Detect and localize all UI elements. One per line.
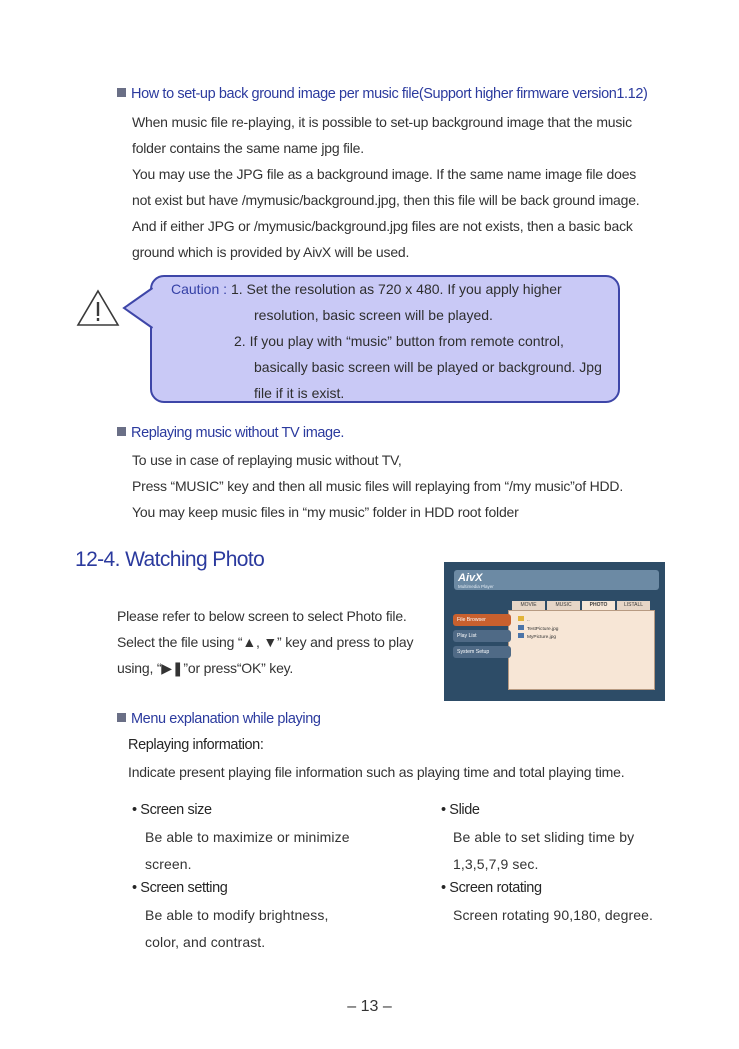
caution-label: Caution : — [171, 281, 228, 297]
bullet-square-icon — [117, 713, 126, 722]
bullet-slide: • Slide — [441, 802, 480, 818]
caution-text: If you play with “music” button from remote control, — [249, 333, 564, 349]
body-line: Press “MUSIC” key and then all music files will replaying from “/my music”of HDD. — [132, 478, 624, 494]
bullet-screen-setting-desc — [145, 902, 357, 956]
side-menu-system-setup: System Setup — [453, 646, 511, 658]
bullet-slide-desc — [453, 824, 665, 878]
watching-photo-body — [117, 603, 437, 681]
caution-text: resolution, basic screen will be played. — [254, 307, 493, 323]
body-line: To use in case of replaying music without TV, — [132, 452, 402, 468]
bullet-screen-rotating: • Screen rotating — [441, 880, 542, 896]
file-row: .. — [518, 616, 530, 623]
photo-menu-screenshot — [444, 562, 665, 701]
folder-icon — [518, 616, 524, 621]
image-file-icon — [518, 633, 524, 638]
bullet-screen-setting: • Screen setting — [132, 880, 228, 896]
caution-line-3 — [234, 333, 564, 349]
body-line: folder contains the same name jpg file. — [132, 140, 364, 156]
body-line: Select the file using “▲, ▼” key and press to play — [117, 634, 414, 650]
body-line: ground which is provided by AivX will be used. — [132, 244, 410, 260]
body-line: You may use the JPG file as a background image. If the same name image file does — [132, 166, 637, 182]
file-row: TestPicture.jpg — [518, 625, 558, 632]
body-line: When music file re-playing, it is possible to set-up background image that the music — [132, 114, 632, 130]
tab-photo: PHOTO — [582, 601, 615, 610]
body-line: not exist but have /mymusic/background.jpg, then this file will be back ground image. — [132, 192, 640, 208]
tab-listall: LISTALL — [617, 601, 650, 610]
subheading-replaying-information: Replaying information: — [128, 737, 264, 753]
bullet-screen-size-desc — [145, 824, 357, 878]
bullet-square-icon — [117, 88, 126, 97]
side-menu-file-browser: File Browser — [453, 614, 511, 626]
callout-pointer — [122, 286, 154, 330]
caution-text: basically basic screen will be played or background. Jpg — [254, 359, 602, 375]
body-line: And if either JPG or /mymusic/background.jpg files are not exists, then a basic back — [132, 218, 633, 234]
caution-text: Set the resolution as 720 x 480. If you apply higher — [246, 281, 562, 297]
desc-line: Be able to maximize or minimize — [145, 829, 350, 845]
tab-music: MUSIC — [547, 601, 580, 610]
screenshot-tabs — [512, 601, 650, 610]
side-menu-play-list: Play List — [453, 630, 511, 642]
tab-movie: MOVIE — [512, 601, 545, 610]
body-line: using, “▶❚”or press“OK” key. — [117, 660, 294, 676]
section-body-background-image — [132, 109, 664, 265]
page-number: – 13 – — [347, 998, 392, 1015]
caution-item-number: 2. — [234, 333, 246, 349]
desc-line: Be able to set sliding time by — [453, 829, 635, 845]
section-heading-background-image: How to set-up back ground image per music file(Support higher firmware version1.12) — [117, 86, 647, 102]
screenshot-file-panel — [508, 610, 655, 690]
body-line: Please refer to below screen to select Photo file. — [117, 608, 407, 624]
replaying-information-intro: Indicate present playing file information such as playing time and total playing time. — [128, 764, 625, 780]
section-body-music-without-tv — [132, 447, 672, 525]
aivx-logo: AivX — [458, 572, 483, 584]
section-title-watching-photo: 12-4. Watching Photo — [75, 548, 265, 571]
desc-line: Be able to modify brightness, — [145, 907, 329, 923]
desc-line: Screen rotating 90,180, degree. — [453, 907, 654, 923]
desc-line: 1,3,5,7,9 sec. — [453, 856, 539, 872]
desc-line: screen. — [145, 856, 192, 872]
bullet-square-icon — [117, 427, 126, 436]
bullet-screen-size: • Screen size — [132, 802, 212, 818]
file-row: MyPicture.jpg — [518, 633, 556, 640]
caution-text: file if it is exist. — [254, 385, 345, 401]
aivx-logo-subtitle: Multimedia Player — [458, 584, 494, 589]
bullet-screen-rotating-desc — [453, 902, 665, 929]
caution-line-1 — [171, 281, 562, 297]
body-line: You may keep music files in “my music” folder in HDD root folder — [132, 504, 519, 520]
warning-triangle-icon — [76, 288, 120, 328]
section-heading-music-without-tv: Replaying music without TV image. — [117, 425, 344, 441]
desc-line: color, and contrast. — [145, 934, 266, 950]
image-file-icon — [518, 625, 524, 630]
section-heading-menu-explanation: Menu explanation while playing — [117, 711, 321, 727]
caution-item-number: 1. — [230, 281, 243, 297]
